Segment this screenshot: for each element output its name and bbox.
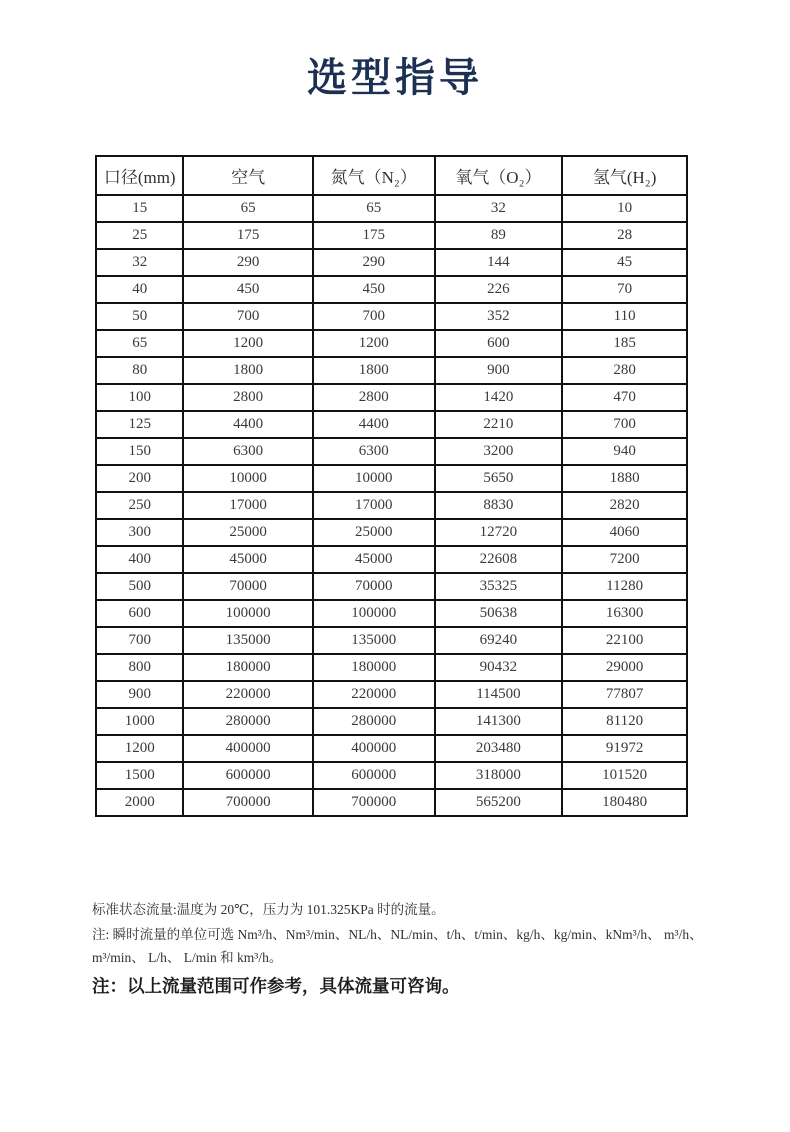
table-row — [96, 492, 687, 519]
table-row — [96, 654, 687, 681]
table-row — [96, 384, 687, 411]
table-row — [96, 546, 687, 573]
table-cell: 65 — [313, 195, 435, 222]
column-header: 氮气（N₂） — [313, 156, 435, 195]
table-cell: 65 — [183, 195, 312, 222]
table-cell: 90432 — [435, 654, 563, 681]
table-cell: 1500 — [96, 762, 183, 789]
table-cell: 290 — [183, 249, 312, 276]
table-cell: 900 — [96, 681, 183, 708]
table-cell: 45000 — [313, 546, 435, 573]
table-header-row — [96, 156, 687, 195]
table-cell: 32 — [96, 249, 183, 276]
column-header: 氧气（O₂） — [435, 156, 563, 195]
table-cell: 22100 — [562, 627, 687, 654]
table-row — [96, 789, 687, 816]
table-cell: 700 — [313, 303, 435, 330]
table-cell: 70 — [562, 276, 687, 303]
table-row — [96, 411, 687, 438]
table-cell: 135000 — [183, 627, 312, 654]
table-cell: 280000 — [183, 708, 312, 735]
table-cell: 125 — [96, 411, 183, 438]
table-cell: 600000 — [183, 762, 312, 789]
table-cell: 69240 — [435, 627, 563, 654]
table-cell: 5650 — [435, 465, 563, 492]
table-cell: 565200 — [435, 789, 563, 816]
table-cell: 10000 — [183, 465, 312, 492]
table-row — [96, 573, 687, 600]
table-row — [96, 735, 687, 762]
table-row — [96, 222, 687, 249]
selection-table — [95, 155, 688, 817]
table-cell: 700 — [96, 627, 183, 654]
table-cell: 940 — [562, 438, 687, 465]
table-cell: 77807 — [562, 681, 687, 708]
table-row — [96, 195, 687, 222]
table-cell: 4400 — [183, 411, 312, 438]
table-cell: 100 — [96, 384, 183, 411]
table-cell: 25000 — [183, 519, 312, 546]
page-title: 选型指导 — [307, 56, 483, 100]
table-cell: 10000 — [313, 465, 435, 492]
table-cell: 1800 — [313, 357, 435, 384]
table-cell: 1200 — [96, 735, 183, 762]
table-cell: 180480 — [562, 789, 687, 816]
table-cell: 300 — [96, 519, 183, 546]
table-cell: 17000 — [313, 492, 435, 519]
table-cell: 100000 — [183, 600, 312, 627]
table-cell: 101520 — [562, 762, 687, 789]
table-cell: 35325 — [435, 573, 563, 600]
table-cell: 1200 — [313, 330, 435, 357]
table-row — [96, 438, 687, 465]
column-header: 氢气(H₂) — [562, 156, 687, 195]
table-cell: 1420 — [435, 384, 563, 411]
table-row — [96, 465, 687, 492]
table-cell: 2210 — [435, 411, 563, 438]
flow-rate-table-container — [95, 155, 688, 817]
table-cell: 352 — [435, 303, 563, 330]
table-cell: 700 — [183, 303, 312, 330]
table-cell: 280 — [562, 357, 687, 384]
note-standard-condition: 标准状态流量:温度为 20℃，压力为 101.325KPa 时的流量。 — [92, 902, 445, 917]
table-cell: 470 — [562, 384, 687, 411]
table-cell: 25000 — [313, 519, 435, 546]
table-cell: 180000 — [313, 654, 435, 681]
table-cell: 2800 — [183, 384, 312, 411]
table-cell: 900 — [435, 357, 563, 384]
table-cell: 11280 — [562, 573, 687, 600]
table-row — [96, 600, 687, 627]
table-cell: 6300 — [183, 438, 312, 465]
table-cell: 2800 — [313, 384, 435, 411]
table-cell: 10 — [562, 195, 687, 222]
table-cell: 2820 — [562, 492, 687, 519]
table-cell: 318000 — [435, 762, 563, 789]
table-cell: 400000 — [183, 735, 312, 762]
table-cell: 17000 — [183, 492, 312, 519]
table-cell: 400 — [96, 546, 183, 573]
table-cell: 280000 — [313, 708, 435, 735]
table-cell: 450 — [313, 276, 435, 303]
table-cell: 600000 — [313, 762, 435, 789]
table-cell: 141300 — [435, 708, 563, 735]
table-row — [96, 627, 687, 654]
table-row — [96, 249, 687, 276]
table-row — [96, 276, 687, 303]
table-cell: 600 — [96, 600, 183, 627]
table-cell: 1000 — [96, 708, 183, 735]
table-cell: 700 — [562, 411, 687, 438]
table-cell: 180000 — [183, 654, 312, 681]
table-cell: 7200 — [562, 546, 687, 573]
table-cell: 220000 — [183, 681, 312, 708]
table-cell: 45 — [562, 249, 687, 276]
table-cell: 80 — [96, 357, 183, 384]
table-cell: 4060 — [562, 519, 687, 546]
table-cell: 28 — [562, 222, 687, 249]
note-reference: 注：以上流量范围可作参考，具体流量可咨询。 — [92, 976, 460, 996]
table-cell: 8830 — [435, 492, 563, 519]
table-cell: 175 — [313, 222, 435, 249]
table-cell: 500 — [96, 573, 183, 600]
column-header: 口径(mm) — [96, 156, 183, 195]
table-cell: 290 — [313, 249, 435, 276]
table-cell: 1200 — [183, 330, 312, 357]
table-cell: 70000 — [183, 573, 312, 600]
table-cell: 3200 — [435, 438, 563, 465]
table-cell: 700000 — [313, 789, 435, 816]
table-cell: 200 — [96, 465, 183, 492]
table-cell: 226 — [435, 276, 563, 303]
column-header: 空气 — [183, 156, 312, 195]
note-units: 注: 瞬时流量的单位可选 Nm³/h、Nm³/min、NL/h、NL/min、t/h、t/min、kg/h、kg/min、kNm³/h、 m³/h、 m³/min、 L/h、 L/min 和 km³/h。 — [92, 927, 703, 965]
table-cell: 250 — [96, 492, 183, 519]
table-cell: 114500 — [435, 681, 563, 708]
table-cell: 144 — [435, 249, 563, 276]
table-cell: 110 — [562, 303, 687, 330]
table-cell: 40 — [96, 276, 183, 303]
table-cell: 450 — [183, 276, 312, 303]
table-cell: 150 — [96, 438, 183, 465]
table-row — [96, 330, 687, 357]
table-cell: 100000 — [313, 600, 435, 627]
table-cell: 1800 — [183, 357, 312, 384]
table-cell: 16300 — [562, 600, 687, 627]
notes-section — [92, 898, 710, 1000]
table-cell: 175 — [183, 222, 312, 249]
table-cell: 70000 — [313, 573, 435, 600]
table-row — [96, 303, 687, 330]
table-cell: 15 — [96, 195, 183, 222]
table-cell: 1880 — [562, 465, 687, 492]
table-row — [96, 519, 687, 546]
table-cell: 50 — [96, 303, 183, 330]
table-cell: 600 — [435, 330, 563, 357]
table-cell: 29000 — [562, 654, 687, 681]
table-cell: 81120 — [562, 708, 687, 735]
table-cell: 25 — [96, 222, 183, 249]
table-cell: 220000 — [313, 681, 435, 708]
table-cell: 135000 — [313, 627, 435, 654]
table-cell: 12720 — [435, 519, 563, 546]
table-cell: 32 — [435, 195, 563, 222]
table-row — [96, 357, 687, 384]
table-cell: 400000 — [313, 735, 435, 762]
table-cell: 22608 — [435, 546, 563, 573]
table-row — [96, 762, 687, 789]
table-row — [96, 708, 687, 735]
table-cell: 2000 — [96, 789, 183, 816]
table-cell: 50638 — [435, 600, 563, 627]
table-cell: 185 — [562, 330, 687, 357]
table-row — [96, 681, 687, 708]
table-cell: 203480 — [435, 735, 563, 762]
table-cell: 4400 — [313, 411, 435, 438]
table-cell: 91972 — [562, 735, 687, 762]
table-cell: 89 — [435, 222, 563, 249]
table-cell: 6300 — [313, 438, 435, 465]
table-cell: 45000 — [183, 546, 312, 573]
table-cell: 65 — [96, 330, 183, 357]
table-cell: 800 — [96, 654, 183, 681]
table-cell: 700000 — [183, 789, 312, 816]
